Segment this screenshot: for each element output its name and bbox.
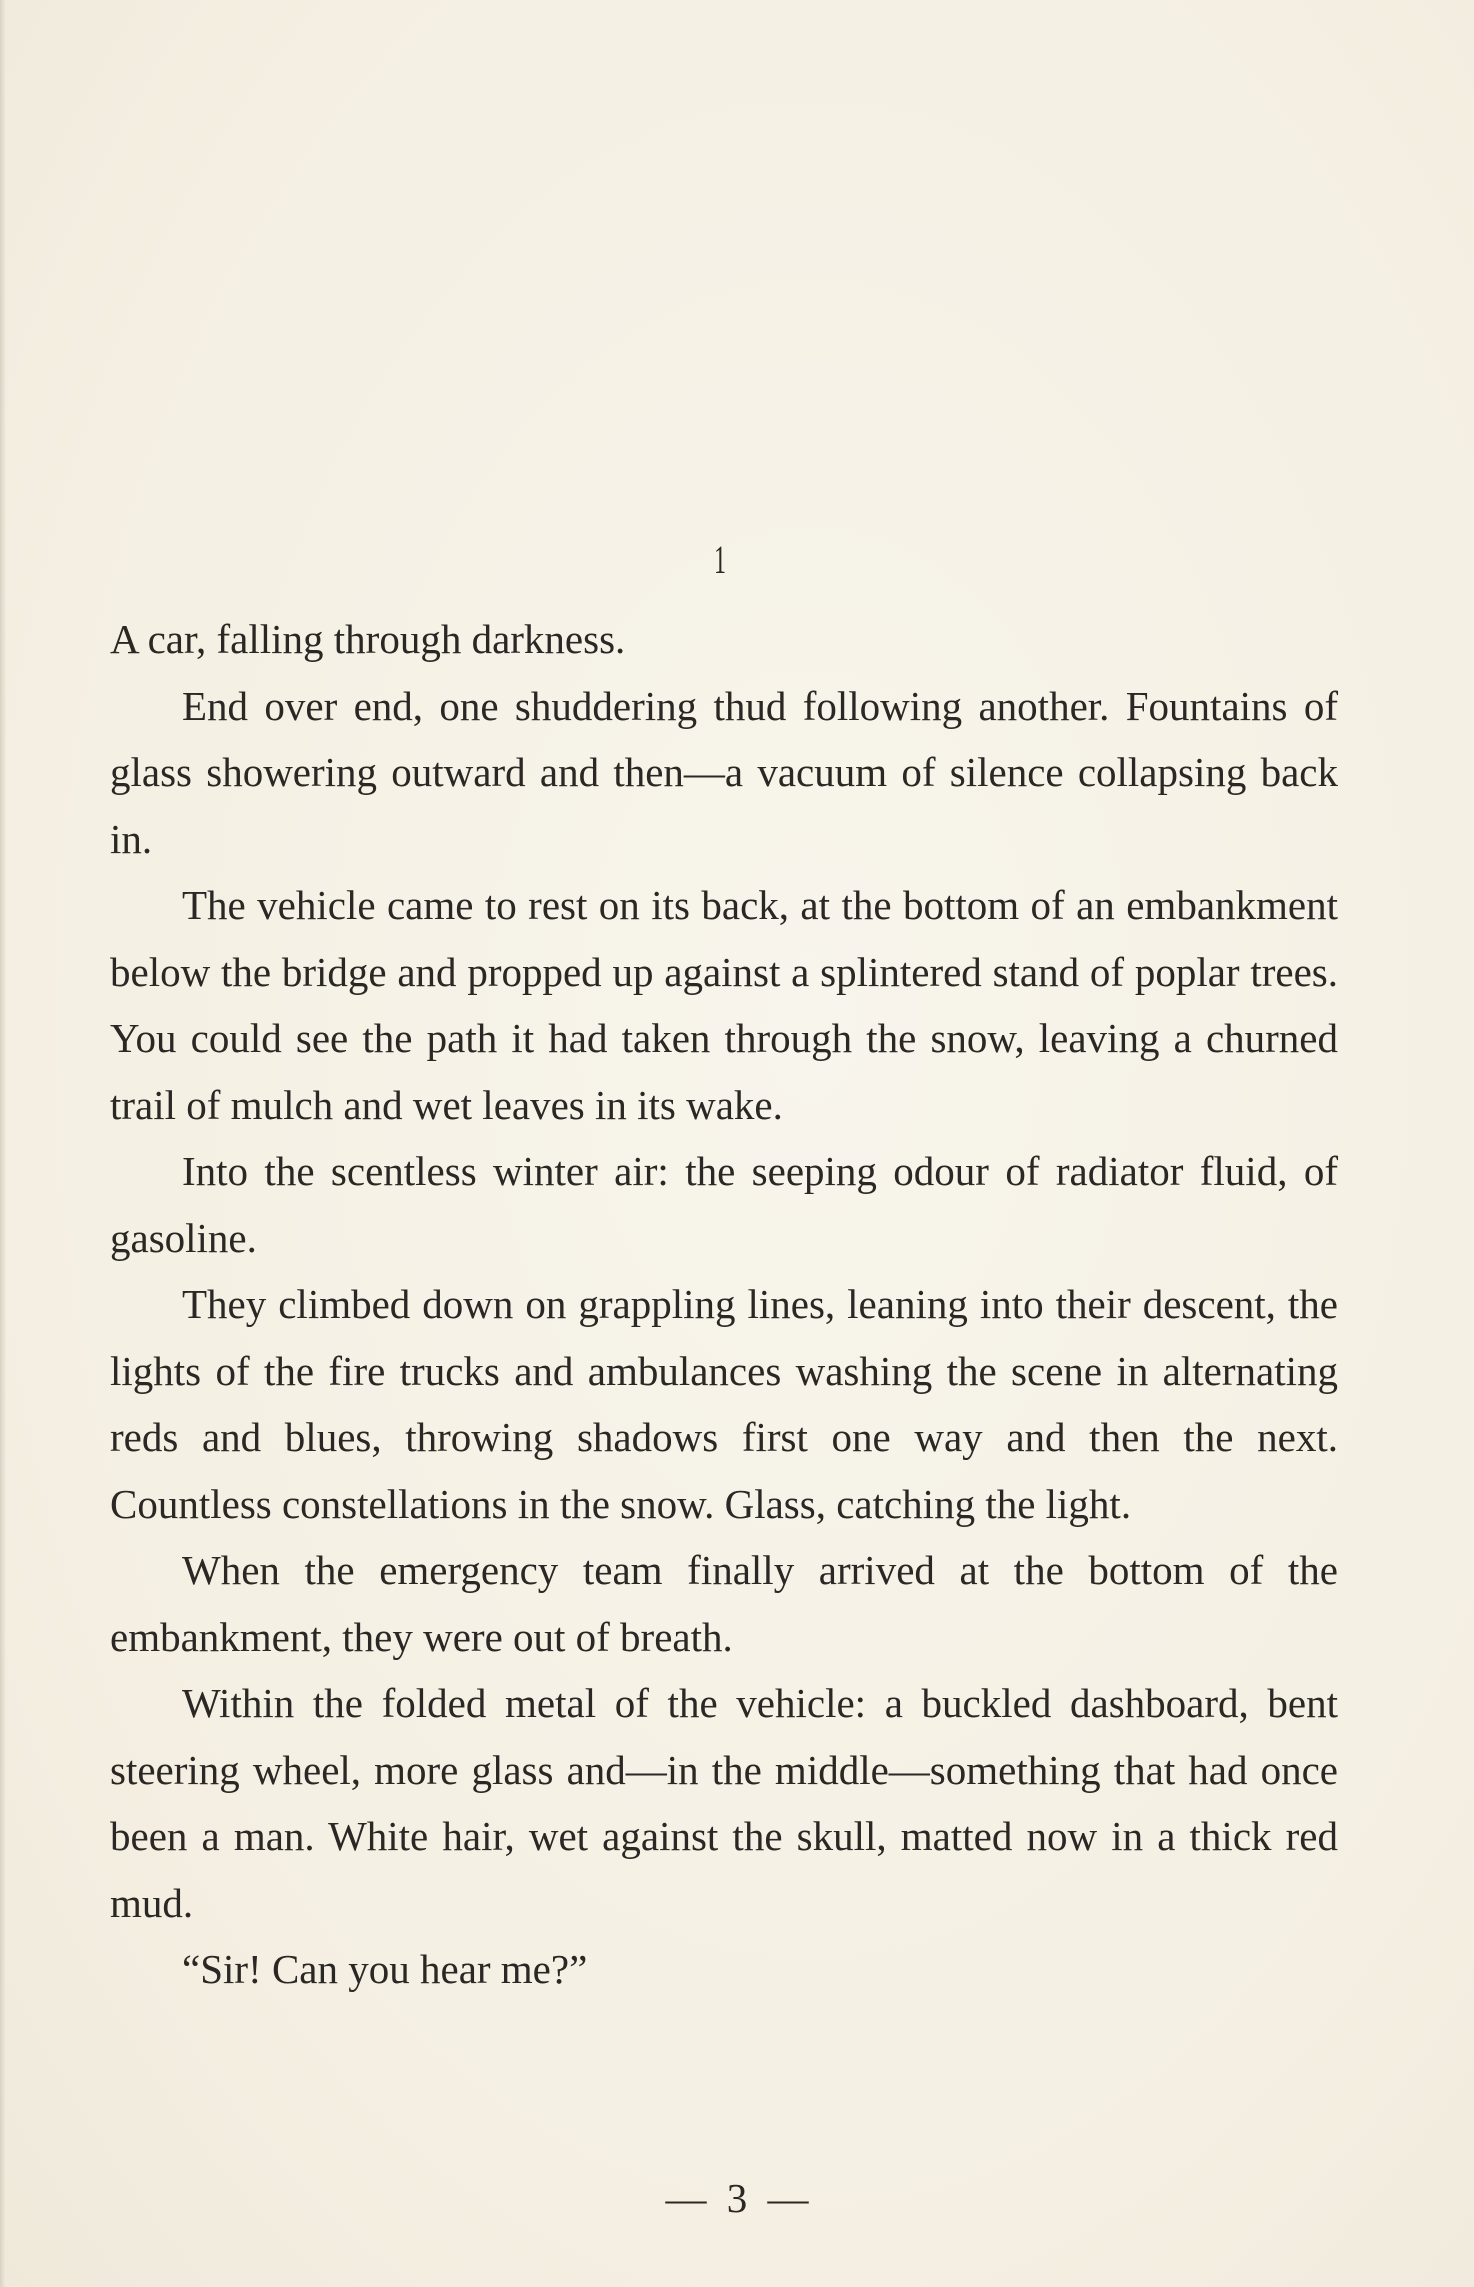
paragraph: Within the folded metal of the vehicle: a buckled dashboard, bent steering wheel, more glass and—in the middle—something that had once been a man. White hair, wet against the skull, matted now in a thick red mud. xyxy=(110,1680,1338,1926)
paragraph: End over end, one shuddering thud following another. Fountains of glass showering outward and then—a vacuum of silence collapsing back in. xyxy=(110,682,1338,862)
paragraph: Into the scentless winter air: the seeping odour of radiator fluid, of gasoline. xyxy=(110,1148,1338,1261)
chapter-number: 1 xyxy=(714,537,726,582)
paragraph: The vehicle came to rest on its back, at the bottom of an embankment below the bridge and propped up against a splintered stand of poplar trees. You could see the path it had taken through the snow, leaving a churned trail of mulch and wet leaves in its wake. xyxy=(110,882,1338,1128)
paragraph: When the emergency team finally arrived at the bottom of the embankment, they were out of breath. xyxy=(110,1547,1338,1660)
paragraph: “Sir! Can you hear me?” xyxy=(182,1946,588,1992)
page-number: — 3 — xyxy=(665,2175,809,2221)
paragraph: A car, falling through darkness. xyxy=(110,616,626,662)
paragraph: They climbed down on grappling lines, leaning into their descent, the lights of the fire trucks and ambulances washing the scene in alternating reds and blues, throwing shadows first one way and then the next. Countless constellations in the snow. Glass, catching the light. xyxy=(110,1281,1338,1527)
page-edge xyxy=(0,0,6,2287)
body-text xyxy=(110,606,1338,2003)
